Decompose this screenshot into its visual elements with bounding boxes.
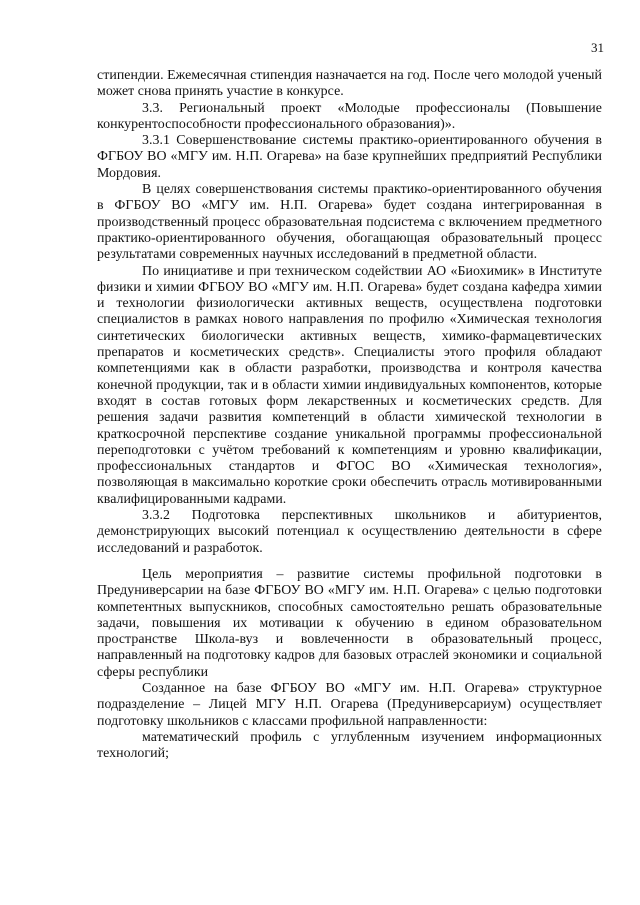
page-number: 31 bbox=[591, 40, 604, 55]
list-item-math-profile: математический профиль с углубленным изучением информационных технологий; bbox=[97, 729, 602, 762]
paragraph-biokhimik-department: По инициативе и при техническом содействии АО «Биохимик» в Институте физики и химии ФГБОУ ВО «МГУ им. Н.П. Огарева» будет создана кафедра химии и технологии физиологически активных веществ, осуществлена подготовки специалистов в рамках нового направления по профилю «Химическая технология синтетических биологически активных веществ, химико-фармацевтических препаратов и косметических средств». Специалисты этого профиля обладают компетенциями как в области разработки, производства и контроля качества конечной продукции, так и в области химии индивидуальных компонентов, которые входят в состав готовых форм лекарственных и косметических средств. Для решения задачи развития компетенций в области химической технологии в краткосрочной перспективе создание уникальной программы профессиональной переподготовки с учётом требований к компетенциям и уровню квалификации, профессиональных стандартов и ФГОС ВО «Химическая технология», позволяющая в максимально короткие сроки обеспечить отрасль мотивированными квалифицированными кадрами. bbox=[97, 263, 602, 507]
document-body bbox=[97, 68, 602, 762]
subsection-heading-3-3-2: 3.3.2 Подготовка перспективных школьников и абитуриентов, демонстрирующих высокий потенциал к осуществлению деятельности в сфере исследований и разработок. bbox=[97, 508, 602, 556]
paragraph-practice-oriented-training: В целях совершенствования системы практико-ориентированного обучения в ФГБОУ ВО «МГУ им. Н.П. Огарева» будет создана интегрированная в производственный процесс образовательная подсистема с включением предметного практико-ориентированного обучения, обогащающая образовательный процесс результатами современных научных исследований в предметной области. bbox=[97, 182, 602, 263]
paragraph-scholarship-continuation: стипендии. Ежемесячная стипендия назначается на год. После чего молодой ученый может снова принять участие в конкурсе. bbox=[97, 68, 602, 100]
subsection-heading-3-3-1: 3.3.1 Совершенствование системы практико-ориентированного обучения в ФГБОУ ВО «МГУ им. Н.П. Огарева» на базе крупнейших предприятий Республики Мордовия. bbox=[97, 133, 602, 181]
paragraph-lyceum: Созданное на базе ФГБОУ ВО «МГУ им. Н.П. Огарева» структурное подразделение – Лицей МГУ Н.П. Огарева (Предуниверсариум) осуществляет подготовку школьников с классами профильной направленности: bbox=[97, 680, 602, 729]
paragraph-event-goal: Цель мероприятия – развитие системы профильной подготовки в Предуниверсарии на базе ФГБОУ ВО «МГУ им. Н.П. Огарева» с целью подготовки компетентных выпускников, способных самостоятельно решать образовательные задачи, повышения их мотивации к обучению в едином образовательном пространстве Школа-вуз и вовлеченности в образовательный процесс, направленный на подготовку кадров для базовых отраслей экономики и социальной сферы республики bbox=[97, 566, 602, 680]
section-heading-3-3: 3.3. Региональный проект «Молодые профессионалы (Повышение конкурентоспособности профессионального образования)». bbox=[97, 100, 602, 132]
